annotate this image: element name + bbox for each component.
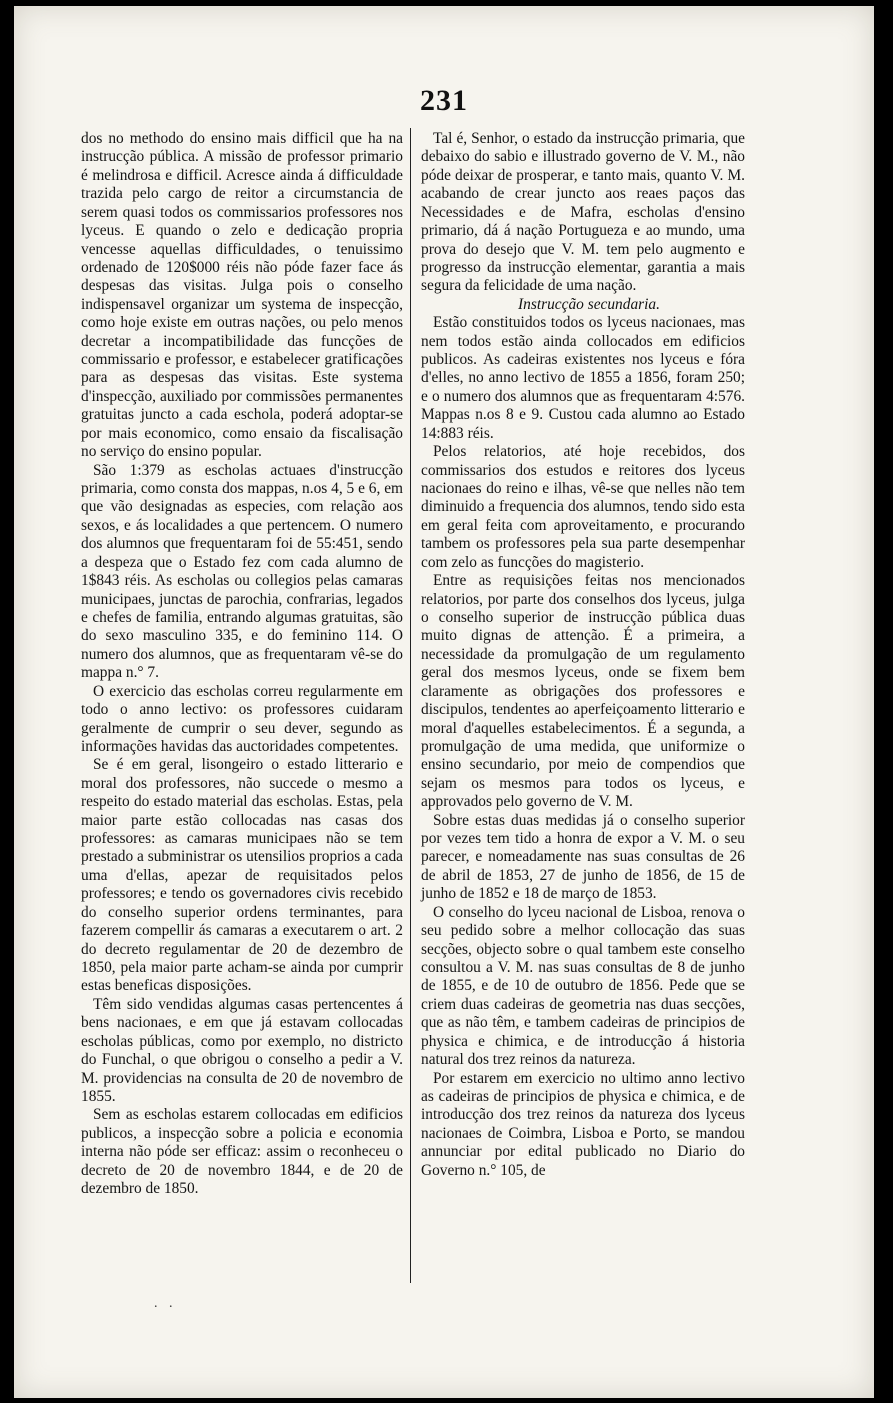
newspaper-page xyxy=(14,6,874,1398)
right-column xyxy=(421,130,745,1180)
paragraph: Entre as requisições feitas nos mencionados relatorios, por parte dos conselhos dos lyceus, julga o conselho superior de instrucção pública duas muito dignas de attenção. É a primeira, a necessidade da promulgação de um regulamento geral dos mesmos lyceus, onde se fixem bem claramente as obrigações dos professores e discipulos, tendentes ao aperfeiçoamento litterario e moral d'aquelles estabelecimentos. É a segunda, a promulgação de uma medida, que uniformize o ensino secundario, por meio de compendios que sejam os mesmos para todos os lyceus, e approvados pelo governo de V. M. xyxy=(421,572,745,811)
paragraph: O conselho do lyceu nacional de Lisboa, renova o seu pedido sobre a melhor collocação das suas secções, objecto sobre o qual tambem este conselho consultou a V. M. nas suas consultas de 8 de junho de 1855, e de 10 de outubro de 1856. Pede que se criem duas cadeiras de geometria nas duas secções, que as não têm, e tambem cadeiras de principios de physica e chimica, e de introducção á historia natural dos trez reinos da natureza. xyxy=(421,903,745,1069)
paragraph: Se é em geral, lisongeiro o estado litterario e moral dos professores, não succede o mesmo a respeito do estado material das escholas. Estas, pela maior parte estão collocadas nas casas dos professores: as camaras municipaes não se tem prestado a subministrar os utensilios proprios a cada uma d'ellas, apezar de requisitados pelos professores; e tendo os governadores civis recebido do conselho superior ordens terminantes, para fazerem compellir ás camaras a executarem o art. 2 do decreto regulamentar de 20 de dezembro de 1850, pela maior parte acham-se ainda por cumprir estas beneficas disposições. xyxy=(81,756,403,995)
paragraph: Pelos relatorios, até hoje recebidos, dos commissarios dos estudos e reitores dos lyceus nacionaes do reino e ilhas, vê-se que nelles não tem diminuido a frequencia dos alumnos, tendo sido esta em geral feita com aproveitamento, e procurando tambem os professores pela sua parte desempenhar com zelo as funcções do magisterio. xyxy=(421,443,745,571)
section-heading: Instrucção secundaria. xyxy=(518,295,660,313)
paragraph: Estão constituidos todos os lyceus nacionaes, mas nem todos estão ainda collocados em edificios publicos. As cadeiras existentes nos lyceus e fóra d'elles, no anno lectivo de 1855 a 1856, foram 250; e o numero dos alumnos que as frequentaram 4:576. Mappas n.os 8 e 9. Custou cada alumno ao Estado 14:883 réis. xyxy=(421,314,745,442)
footer-mark: . . xyxy=(154,1296,177,1311)
paragraph: Por estarem em exercicio no ultimo anno lectivo as cadeiras de principios de physica e chimica, e de introducção dos trez reinos da natureza dos lyceus nacionaes de Coimbra, Lisboa e Porto, se mandou annunciar por edital publicado no Diario do Governo n.° 105, de xyxy=(421,1069,745,1179)
column-divider xyxy=(410,128,411,1283)
paragraph: O exercicio das escholas correu regularmente em todo o anno lectivo: os professores cuidaram geralmente de cumprir o seu dever, segundo as informações havidas das auctoridades competentes. xyxy=(81,682,403,755)
paragraph: São 1:379 as escholas actuaes d'instrucção primaria, como consta dos mappas, n.os 4, 5 e 6, em que vão designadas as especies, com relação aos sexos, e ás localidades a que pertencem. O numero dos alumnos que frequentaram foi de 55:451, sendo a despeza que o Estado fez com cada alumno de 1$843 réis. As escholas ou collegios pelas camaras municipaes, junctas de parochia, confrarias, legados e chefes de familia, entrando algumas gratuitas, são do sexo masculino 335, e do feminino 114. O numero dos alumnos, que as frequentaram vê-se do mappa n.° 7. xyxy=(81,461,403,682)
paragraph: dos no methodo do ensino mais difficil que ha na instrucção pública. A missão de professor primario é melindrosa e difficil. Acresce ainda á difficuldade trazida pelo cargo de reitor a circumstancia de serem quasi todos os commissarios professores nos lyceus. E quando o zelo e dedicação propria vencesse aquellas difficuldades, o tenuissimo ordenado de 120$000 réis não póde fazer face ás despesas das visitas. Julga pois o conselho indispensavel organizar um systema de inspecção, como hoje existe em outras nações, ou pelo menos decretar a incompatibilidade das funcções de commissario e professor, e estabelecer gratificações para as despesas das visitas. Este systema d'inspecção, auxiliado por commissões permanentes gratuitas juncto a cada escholа, poderá adoptar-se por mais economico, como ensaio da fiscalisação no serviço do ensino popular. xyxy=(81,130,403,461)
page-number: 231 xyxy=(420,84,468,117)
paragraph: Sem as escholas estarem collocadas em edificios publicos, a inspecção sobre a policia e economia interna não póde ser efficaz: assim o reconheceu o decreto de 20 de novembro 1844, e de 20 de dezembro de 1850. xyxy=(81,1106,403,1198)
paragraph: Sobre estas duas medidas já o conselho superior por vezes tem tido a honra de expor a V. M. o seu parecer, e nomeadamente nas suas consultas de 26 de abril de 1853, 27 de junho de 1856, de 15 de junho de 1852 e 18 de março de 1853. xyxy=(421,811,745,903)
paragraph: Tal é, Senhor, o estado da instrucção primaria, que debaixo do sabio e illustrado governo de V. M., não póde deixar de prosperar, e tanto mais, quanto V. M. acabando de crear juncto aos reaes paços das Necessidades e de Mafra, escholas d'ensino primario, dá á nação Portugueza e ao mundo, uma prova do desejo que V. M. tem pelo augmento e progresso da instrucção elementar, garantia a mais segura da felicidade de uma nação. xyxy=(421,130,745,295)
paragraph: Têm sido vendidas algumas casas pertencentes á bens nacionaes, e em que já estavam collocadas escholas públicas, como por exemplo, no districto do Funchal, o que obrigou o conselho a pedir a V. M. providencias na consulta de 20 de novembro de 1855. xyxy=(81,995,403,1105)
left-column xyxy=(81,130,403,1198)
